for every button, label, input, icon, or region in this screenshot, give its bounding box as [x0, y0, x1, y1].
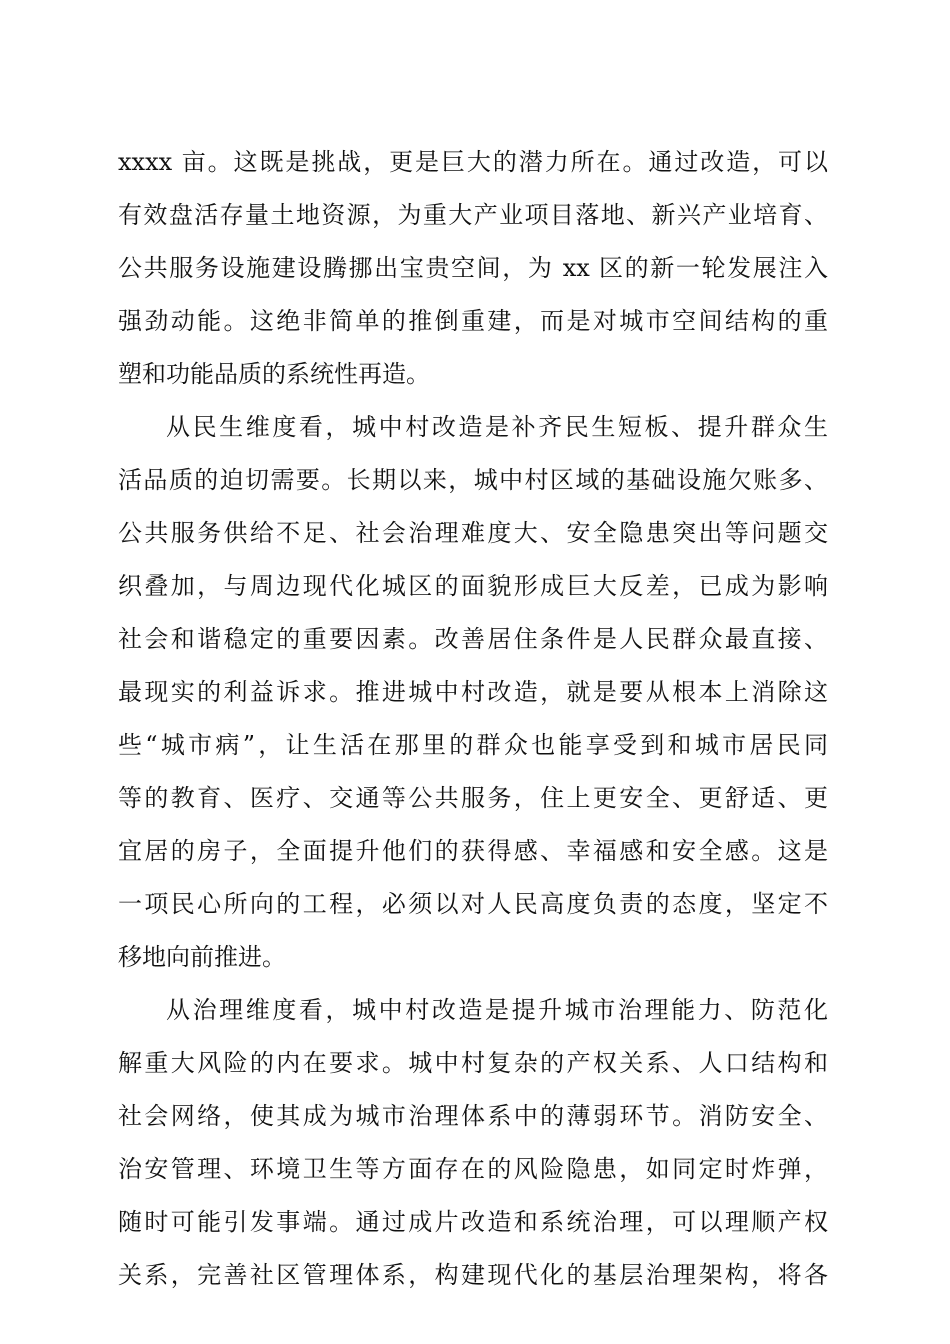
paragraph-first-line: 从民生维度看，城中村改造是补齐民生短板、提升群众生	[166, 413, 828, 441]
text-line: 等的教育、医疗、交通等公共服务，住上更安全、更舒适、更	[118, 784, 828, 812]
text-line: 活品质的迫切需要。长期以来，城中村区域的基础设施欠账多、	[118, 466, 828, 494]
text-line: 社会和谐稳定的重要因素。改善居住条件是人民群众最直接、	[118, 625, 828, 653]
text-line: 强劲动能。这绝非简单的推倒重建，而是对城市空间结构的重	[118, 307, 828, 335]
text-line: 解重大风险的内在要求。城中村复杂的产权关系、人口结构和	[118, 1049, 828, 1077]
text-line: 公共服务供给不足、社会治理难度大、安全隐患突出等问题交	[118, 519, 828, 547]
text-line: 公共服务设施建设腾挪出宝贵空间，为 xx 区的新一轮发展注入	[118, 254, 828, 282]
text-line: 关系，完善社区管理体系，构建现代化的基层治理架构，将各	[118, 1261, 828, 1289]
text-line: 治安管理、环境卫生等方面存在的风险隐患，如同定时炸弹，	[118, 1155, 828, 1183]
text-line: 塑和功能品质的系统性再造。	[118, 360, 430, 388]
text-line: 织叠加，与周边现代化城区的面貌形成巨大反差，已成为影响	[118, 572, 828, 600]
text-line: 宜居的房子，全面提升他们的获得感、幸福感和安全感。这是	[118, 837, 828, 865]
text-line: 随时可能引发事端。通过成片改造和系统治理，可以理顺产权	[118, 1208, 828, 1236]
text-line: 移地向前推进。	[118, 943, 286, 971]
text-line: xxxx 亩。这既是挑战，更是巨大的潜力所在。通过改造，可以	[118, 148, 828, 176]
text-line: 一项民心所向的工程，必须以对人民高度负责的态度，坚定不	[118, 890, 828, 918]
paragraph-first-line: 从治理维度看，城中村改造是提升城市治理能力、防范化	[166, 996, 828, 1024]
text-line: 些“城市病”，让生活在那里的群众也能享受到和城市居民同	[118, 731, 828, 759]
text-line: 有效盘活存量土地资源，为重大产业项目落地、新兴产业培育、	[118, 201, 828, 229]
text-line: 最现实的利益诉求。推进城中村改造，就是要从根本上消除这	[118, 678, 828, 706]
text-line: 社会网络，使其成为城市治理体系中的薄弱环节。消防安全、	[118, 1102, 828, 1130]
